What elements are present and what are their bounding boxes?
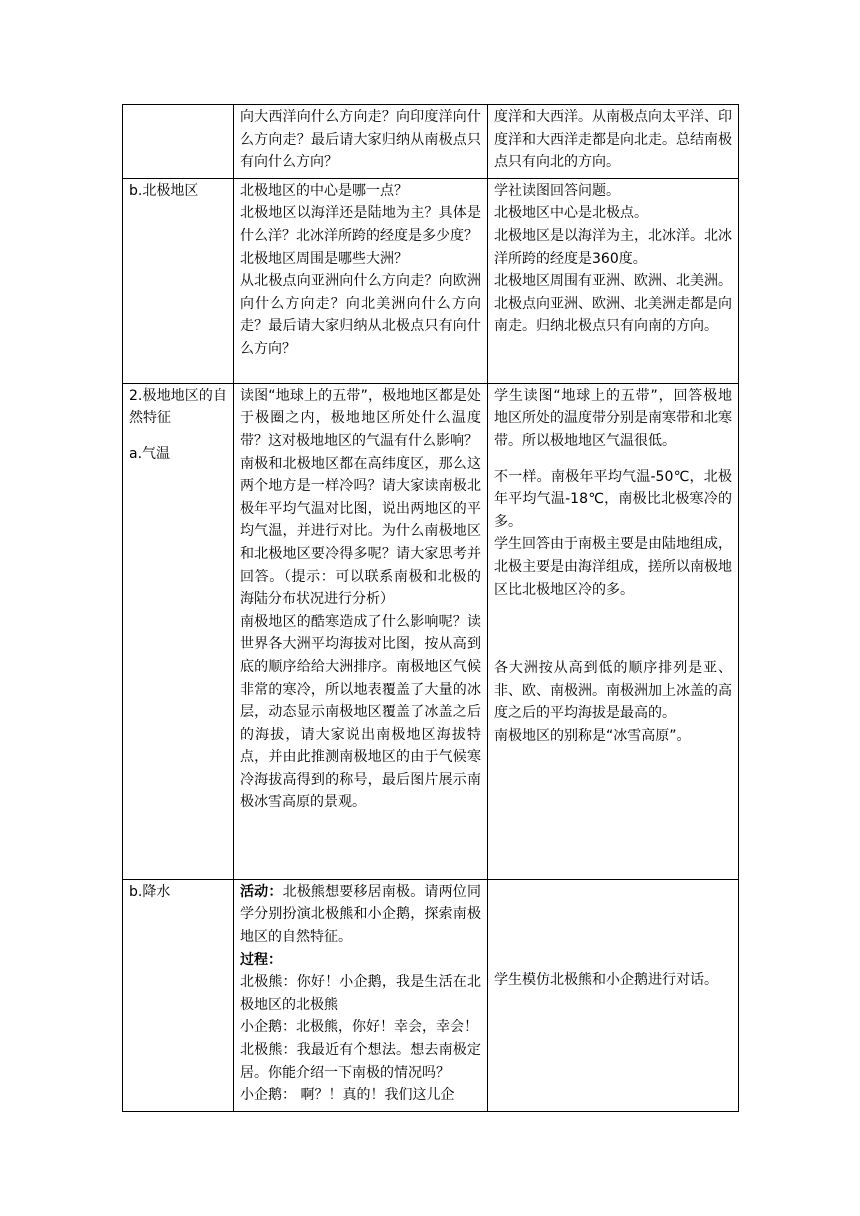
teacher-activity-cell — [234, 383, 488, 879]
student-paragraph: 学生读图“地球上的五带”，回答极地地区所处的温度带分别是南寒带和北寒带。所以极地地区气温很低。 — [494, 387, 732, 449]
dialogue-line: 北极熊：我最近有个想法。想去南极定居。你能介绍一下南极的情况吗？ — [240, 1041, 481, 1081]
student-paragraph: 学生回答由于南极主要是由陆地组成，北极主要是由海洋组成，搓所以南极地区比北极地区冷的多。 — [494, 536, 732, 598]
table-row — [123, 178, 739, 383]
student-paragraph: 不一样。南极年平均气温-50℃，北极年平均气温-18℃，南极比北极寒冷的多。 — [494, 468, 732, 530]
student-activity-cell — [488, 383, 739, 879]
teacher-activity-cell — [234, 178, 488, 383]
section-cell — [123, 105, 234, 179]
teacher-paragraph: 北极地区以海洋还是陆地为主？具体是什么洋？北冰洋所跨的经度是多少度？ — [240, 205, 481, 244]
spacer — [494, 453, 732, 466]
student-paragraph: 学生模仿北极熊和小企鹅进行对话。 — [494, 971, 718, 988]
section-cell: b.北极地区 — [123, 178, 234, 383]
teacher-activity-cell — [234, 879, 488, 1111]
spacer — [494, 601, 732, 657]
student-paragraph: 北极地区周围有亚洲、欧洲、北美洲。北极点向亚洲、欧洲、北美洲走都是向南走。归纳北极点只有向南的方向。 — [494, 273, 732, 335]
teacher-paragraph: 读图“地球上的五带”，极地地区都是处于极圈之内，极地地区所处什么温度带？这对极地地区的气温有什么影响？ — [240, 387, 481, 449]
spacer — [494, 881, 732, 969]
section-title: 2.极地地区的自然特征 — [129, 387, 227, 427]
section-subtitle: a.气温 — [129, 445, 171, 462]
teacher-activity-cell — [234, 105, 488, 179]
teacher-paragraph: 向大西洋向什么方向走？向印度洋向什么方向走？最后请大家归纳从南极点只有向什么方向？ — [240, 109, 481, 171]
dialogue-line: 小企鹅：北极熊，你好！幸会，幸会！ — [240, 1019, 478, 1036]
dialogue-line: 北极熊：你好！小企鹅，我是生活在北极地区的北极熊 — [240, 974, 481, 1013]
teacher-paragraph: 南极和北极地区都在高纬度区，那么这两个地方是一样冷吗？请大家读南极北极年平均气温对比图，说出两地区的平均气温，并进行对比。为什么南极地区和北极地区要冷得多呢？请大家思考并回答。（提示：可以联系南极和北极的海陆分布状况进行分析） — [240, 455, 481, 608]
teacher-paragraph: 北极地区周围是哪些大洲？ — [240, 250, 408, 267]
dialogue-line: 小企鹅： 啊？！真的！我们这儿企 — [240, 1087, 455, 1104]
student-activity-cell — [488, 105, 739, 179]
student-paragraph: 度洋和大西洋。从南极点向太平洋、印度洋和大西洋走都是向北走。总结南极点只有向北的方向。 — [494, 109, 732, 171]
process-label: 过程： — [240, 951, 282, 968]
teacher-paragraph: 南极地区的酷寒造成了什么影响呢？读世界各大洲平均海拔对比图，按从高到底的顺序给给大洲排序。南极地区气候非常的寒冷，所以地表覆盖了大量的冰层，动态显示南极地区覆盖了冰盖之后的海拔，请大家说出南极地区海拔特点，并由此推测南极地区的由于气候寒冷海拔高得到的称号，最后图片展示南极冰雪高原的景观。 — [240, 613, 481, 811]
student-activity-cell — [488, 178, 739, 383]
activity-paragraph — [240, 881, 481, 949]
student-activity-cell — [488, 879, 739, 1111]
activity-label: 活动： — [240, 883, 283, 900]
teacher-paragraph: 北极地区的中心是哪一点？ — [240, 182, 408, 199]
table-row — [123, 383, 739, 879]
lesson-plan-table — [122, 104, 739, 1112]
teacher-paragraph: 从北极点向亚洲向什么方向走？向欧洲向什么方向走？向北美洲向什么方向走？最后请大家归纳从北极点只有向什么方向？ — [240, 273, 481, 357]
student-paragraph: 学社读图回答问题。 — [494, 182, 620, 199]
section-cell: b.降水 — [123, 879, 234, 1111]
student-paragraph: 北极地区是以海洋为主，北冰洋。北冰洋所跨的经度是360度。 — [494, 227, 732, 267]
table-row — [123, 105, 739, 179]
section-cell — [123, 383, 234, 879]
spacer — [129, 430, 227, 443]
student-paragraph: 南极地区的别称是“冰雪高原”。 — [494, 727, 691, 744]
student-paragraph: 各大洲按从高到低的顺序排列是亚、非、欧、南极洲。南极洲加上冰盖的高度之后的平均海拔是最高的。 — [494, 660, 732, 722]
activity-text: 北极熊想要移居南极。请两位同学分别扮演北极熊和小企鹅，探索南极地区的自然特征。 — [240, 883, 481, 945]
table-row — [123, 879, 739, 1111]
student-paragraph: 北极地区中心是北极点。 — [494, 205, 648, 222]
